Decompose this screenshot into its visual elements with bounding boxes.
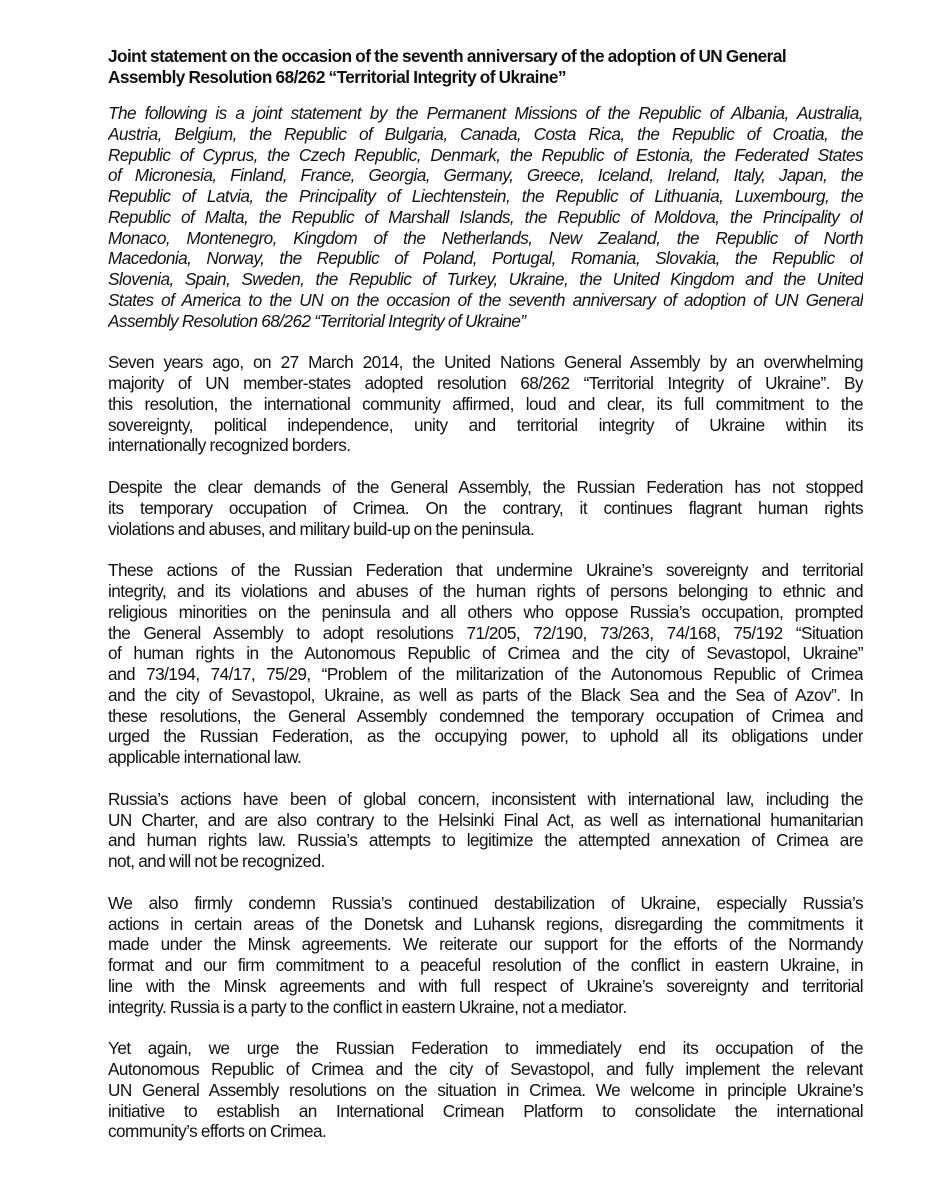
intro-line: of Micronesia, Finland, France, Georgia, Germany, Greece, Iceland, Ireland, Italy, Japan, the — [108, 165, 863, 186]
intro-line: Assembly Resolution 68/262 “Territorial Integrity of Ukraine” — [108, 310, 526, 331]
body-line: its temporary occupation of Crimea. On the contrary, it continues flagrant human rights — [108, 497, 863, 518]
intro-line: Republic of Latvia, the Principality of Liechtenstein, the Republic of Lithuania, Luxembourg, the — [108, 186, 863, 206]
body-line: actions in certain areas of the Donetsk and Luhansk regions, disregarding the commitments it — [108, 913, 863, 934]
paragraph-destabilization — [108, 893, 863, 1018]
body-line: initiative to establish an International Crimean Platform to consolidate the international — [108, 1100, 863, 1121]
body-line: made under the Minsk agreements. We reiterate our support for the efforts of the Normandy — [108, 934, 863, 955]
intro-paragraph — [108, 103, 863, 331]
body-line: majority of UN member-states adopted resolution 68/262 “Territorial Integrity of Ukraine”. By — [108, 373, 863, 393]
body-line: community’s efforts on Crimea. — [108, 1121, 327, 1142]
title-line: Assembly Resolution 68/262 “Territorial Integrity of Ukraine” — [108, 66, 566, 87]
body-line: Despite the clear demands of the General Assembly, the Russian Federation has not stopped — [108, 477, 863, 497]
title-line: Joint statement on the occasion of the seventh anniversary of the adoption of UN General — [108, 46, 787, 66]
paragraph-resolution-adoption — [108, 352, 863, 456]
paragraph-urge-end-occupation — [108, 1038, 863, 1142]
body-line: and the city of Sevastopol, Ukraine, as well as parts of the Black Sea and the Sea of Azov”. In — [108, 684, 863, 705]
body-line: Yet again, we urge the Russian Federation to immediately end its occupation of the — [108, 1038, 863, 1059]
intro-line: Macedonia, Norway, the Republic of Poland, Portugal, Romania, Slovakia, the Republic of — [108, 248, 863, 269]
intro-line: Monaco, Montenegro, Kingdom of the Netherlands, New Zealand, the Republic of North — [108, 227, 863, 248]
body-line: These actions of the Russian Federation that undermine Ukraine’s sovereignty and territorial — [108, 560, 863, 581]
body-line: these resolutions, the General Assembly condemned the temporary occupation of Crimea and — [108, 705, 863, 726]
body-line: and 73/194, 74/17, 75/29, “Problem of the militarization of the Autonomous Republic of Crimea — [108, 664, 863, 684]
body-line: religious minorities on the peninsula and all others who oppose Russia’s occupation, prompted — [108, 601, 863, 622]
body-line: UN Charter, and are also contrary to the Helsinki Final Act, as well as international humanitarian — [108, 809, 863, 830]
paragraph-global-concern — [108, 789, 863, 872]
body-line: Autonomous Republic of Crimea and the city of Sevastopol, and fully implement the relevant — [108, 1059, 863, 1079]
body-line: sovereignty, political independence, unity and territorial integrity of Ukraine within its — [108, 414, 863, 435]
body-line: violations and abuses, and military build-up on the peninsula. — [108, 518, 535, 539]
body-line: and human rights law. Russia’s attempts to legitimize the attempted annexation of Crimea are — [108, 830, 863, 851]
body-line: urged the Russian Federation, as the occupying power, to uphold all its obligations under — [108, 726, 863, 747]
body-line: Russia’s actions have been of global concern, inconsistent with international law, including the — [108, 788, 863, 809]
body-line: format and our firm commitment to a peaceful resolution of the conflict in eastern Ukraine, in — [108, 955, 863, 975]
paragraph-occupation-continues — [108, 477, 863, 539]
body-line: the General Assembly to adopt resolutions 71/205, 72/190, 73/263, 74/168, 75/192 “Situation — [108, 622, 863, 643]
body-line: applicable international law. — [108, 747, 302, 767]
body-line: of human rights in the Autonomous Republic of Crimea and the city of Sevastopol, Ukraine” — [108, 643, 863, 664]
body-line: internationally recognized borders. — [108, 435, 351, 456]
document-page — [108, 46, 863, 1163]
intro-line: Slovenia, Spain, Sweden, the Republic of Turkey, Ukraine, the United Kingdom and the United — [108, 269, 863, 289]
intro-line: Republic of Cyprus, the Czech Republic, Denmark, the Republic of Estonia, the Federated States — [108, 144, 863, 165]
paragraph-ga-resolutions — [108, 560, 863, 768]
body-line: integrity, and its violations and abuses of the human rights of persons belonging to ethnic and — [108, 581, 863, 601]
body-line: this resolution, the international community affirmed, loud and clear, its full commitment to the — [108, 393, 863, 414]
intro-line: Austria, Belgium, the Republic of Bulgaria, Canada, Costa Rica, the Republic of Croatia, the — [108, 123, 863, 144]
body-line: integrity. Russia is a party to the conflict in eastern Ukraine, not a mediator. — [108, 996, 627, 1017]
document-title — [108, 46, 863, 87]
body-line: line with the Minsk agreements and with full respect of Ukraine’s sovereignty and territorial — [108, 975, 863, 996]
body-line: not, and will not be recognized. — [108, 851, 325, 871]
body-line: Seven years ago, on 27 March 2014, the United Nations General Assembly by an overwhelming — [108, 352, 863, 373]
body-line: We also firmly condemn Russia’s continued destabilization of Ukraine, especially Russia’s — [108, 892, 863, 913]
intro-line: States of America to the UN on the occasion of the seventh anniversary of adoption of UN General — [108, 289, 863, 310]
body-line: UN General Assembly resolutions on the situation in Crimea. We welcome in principle Ukraine’s — [108, 1079, 863, 1100]
intro-line: The following is a joint statement by the Permanent Missions of the Republic of Albania, Australia, — [108, 103, 863, 123]
intro-line: Republic of Malta, the Republic of Marshall Islands, the Republic of Moldova, the Principality of — [108, 206, 863, 227]
